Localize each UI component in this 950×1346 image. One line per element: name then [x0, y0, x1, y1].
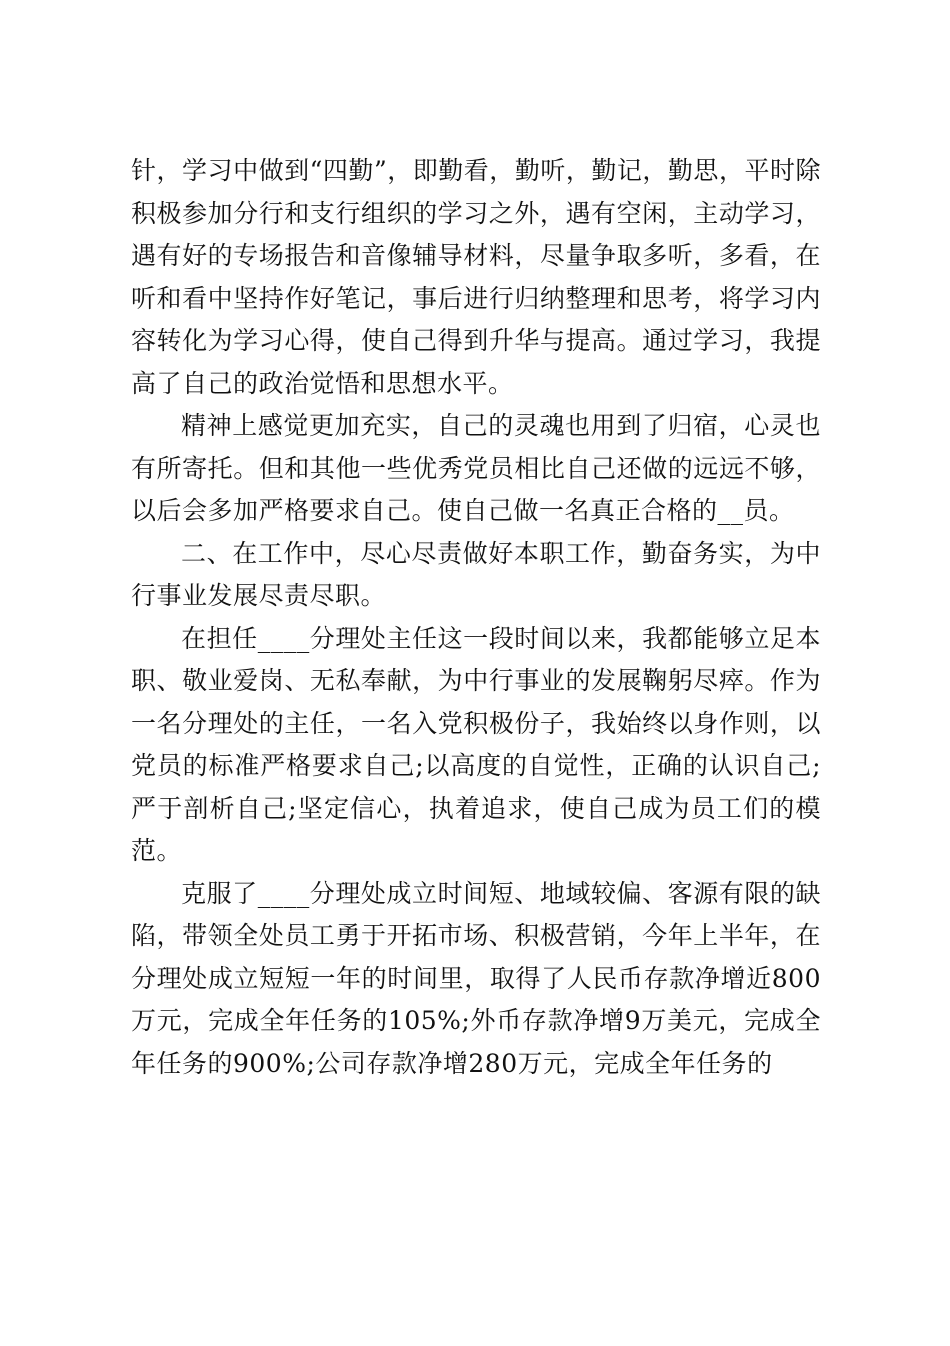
paragraph-5: 克服了____分理处成立时间短、地域较偏、客源有限的缺陷，带领全处员工勇于开拓市场、积极营销，今年上半年，在分理处成立短短一年的时间里，取得了人民币存款净增近800万元，完成全年任务的105%;外币存款净增9万美元，完成全年任务的900%;公司存款净增280万元，完成全年任务的: [131, 878, 821, 1078]
document-body: [131, 150, 821, 1085]
paragraph-1: 针，学习中做到“四勤”，即勤看，勤听，勤记，勤思，平时除积极参加分行和支行组织的学习之外，遇有空闲，主动学习，遇有好的专场报告和音像辅导材料，尽量争取多听，多看，在听和看中坚持作好笔记，事后进行归纳整理和思考，将学习内容转化为学习心得，使自己得到升华与提高。通过学习，我提高了自己的政治觉悟和思想水平。: [131, 156, 821, 398]
paragraph-2: 精神上感觉更加充实，自己的灵魂也用到了归宿，心灵也有所寄托。但和其他一些优秀党员相比自己还做的远远不够，以后会多加严格要求自己。使自己做一名真正合格的__员。: [131, 411, 821, 525]
paragraph-3-section-heading: 二、在工作中，尽心尽责做好本职工作，勤奋务实，为中行事业发展尽责尽职。: [131, 538, 821, 610]
paragraph-4: 在担任____分理处主任这一段时间以来，我都能够立足本职、敬业爱岗、无私奉献，为中行事业的发展鞠躬尽瘁。作为一名分理处的主任，一名入党积极份子，我始终以身作则，以党员的标准严格要求自己;以高度的自觉性，正确的认识自己;严于剖析自己;坚定信心，执着追求，使自己成为员工们的模范。: [131, 623, 821, 865]
